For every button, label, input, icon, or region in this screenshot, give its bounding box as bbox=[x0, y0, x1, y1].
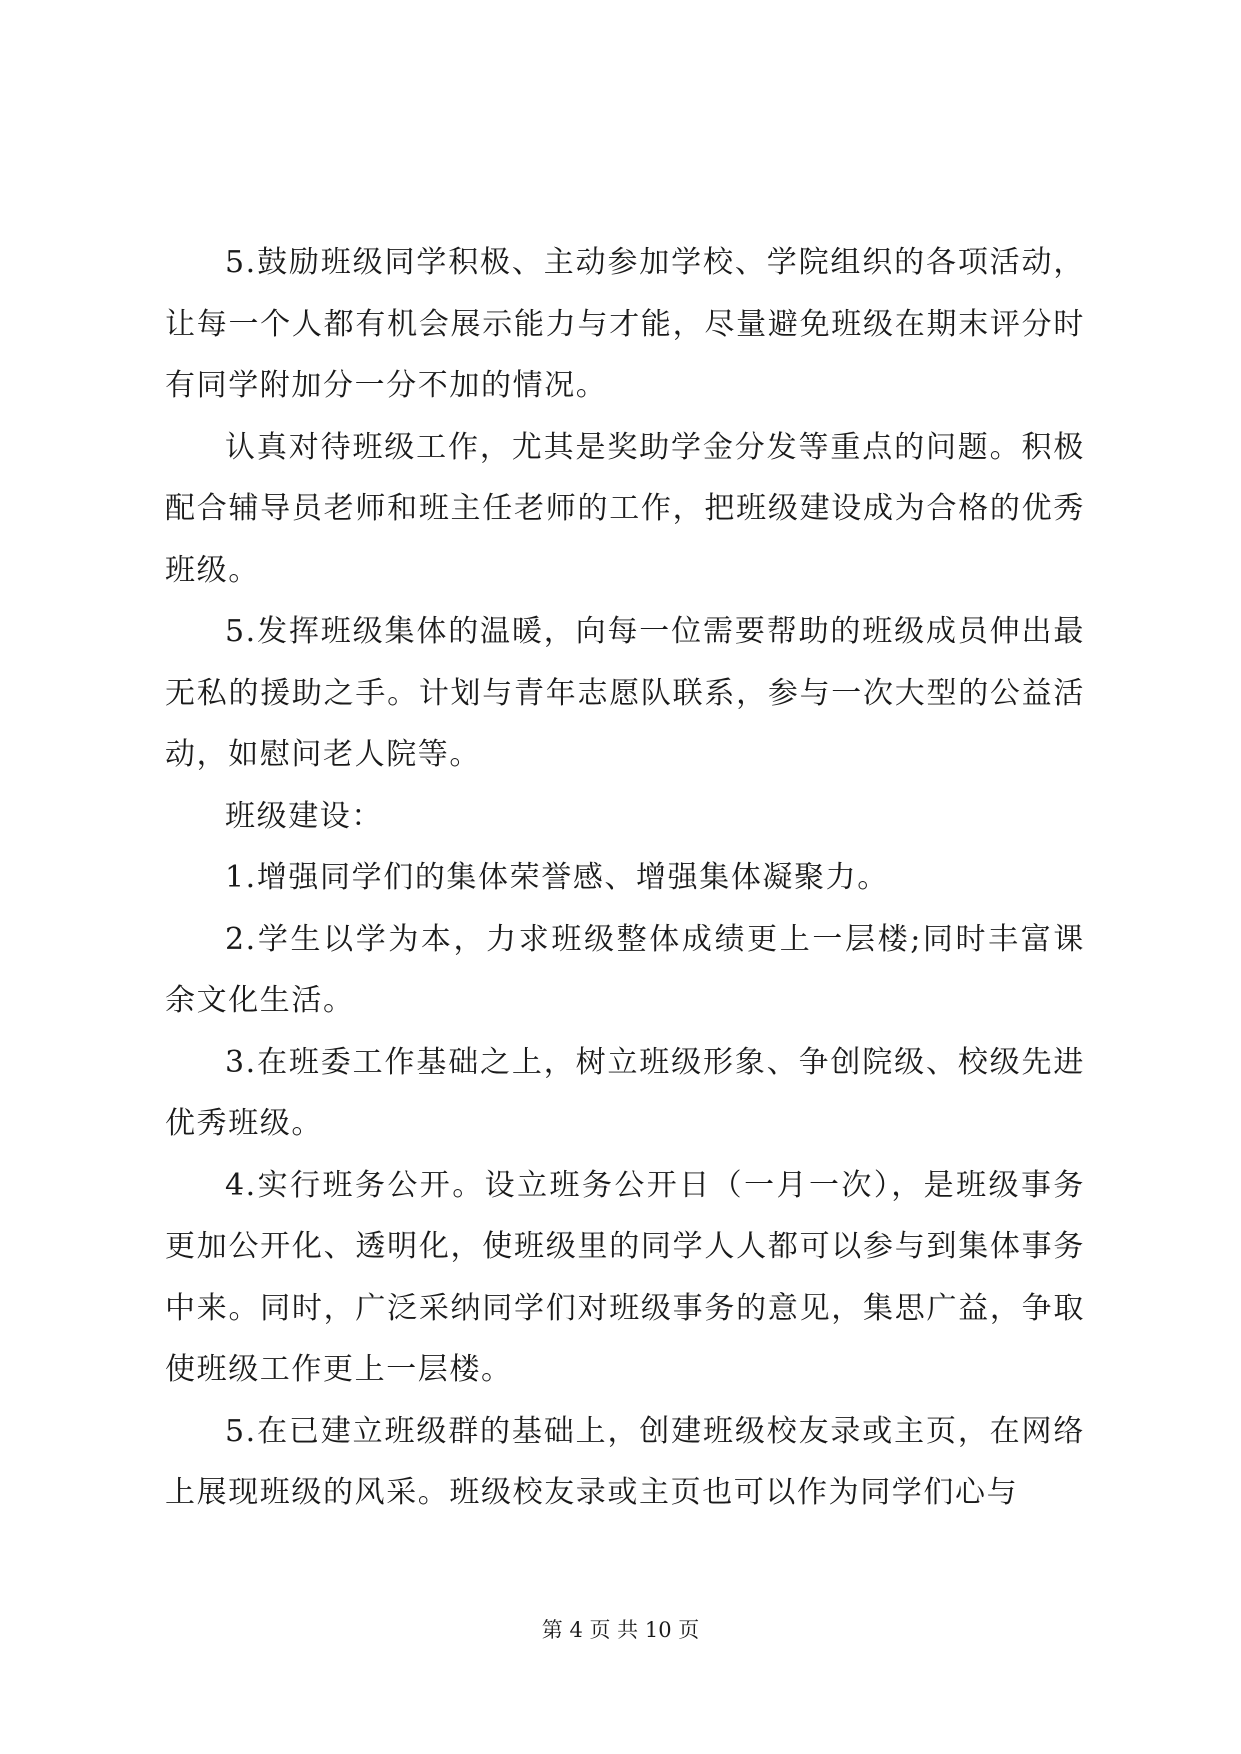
paragraph-class-work: 认真对待班级工作，尤其是奖助学金分发等重点的问题。积极配合辅导员老师和班主任老师的工作，把班级建设成为合格的优秀班级。 bbox=[165, 429, 1085, 588]
section-heading-class-building: 班级建设： bbox=[225, 798, 383, 834]
paragraph-collective-warmth: 5.发挥班级集体的温暖，向每一位需要帮助的班级成员伸出最无私的援助之手。计划与青年志愿队联系，参与一次大型的公益活动，如慰问老人院等。 bbox=[165, 614, 1085, 772]
paragraph-encourage-activities: 5.鼓励班级同学积极、主动参加学校、学院组织的各项活动，让每一个人都有机会展示能力与才能，尽量避免班级在期末评分时有同学附加分一分不加的情况。 bbox=[165, 245, 1085, 403]
list-item-transparency: 4.实行班务公开。设立班务公开日（一月一次），是班级事务更加公开化、透明化，使班级里的同学人人都可以参与到集体事务中来。同时，广泛采纳同学们对班级事务的意见，集思广益，争取使班级工作更上一层楼。 bbox=[165, 1167, 1085, 1387]
list-item-study: 2.学生以学为本，力求班级整体成绩更上一层楼;同时丰富课余文化生活。 bbox=[165, 921, 1085, 1018]
list-item-class-image: 3.在班委工作基础之上，树立班级形象、争创院级、校级先进优秀班级。 bbox=[165, 1044, 1085, 1141]
page-number-footer: 第 4 页 共 10 页 bbox=[541, 1618, 700, 1642]
list-item-alumni-page: 5.在已建立班级群的基础上，创建班级校友录或主页，在网络上展现班级的风采。班级校友录或主页也可以作为同学们心与 bbox=[165, 1413, 1085, 1510]
list-item-honor: 1.增强同学们的集体荣誉感、增强集体凝聚力。 bbox=[225, 860, 889, 895]
document-body bbox=[165, 232, 1085, 1524]
